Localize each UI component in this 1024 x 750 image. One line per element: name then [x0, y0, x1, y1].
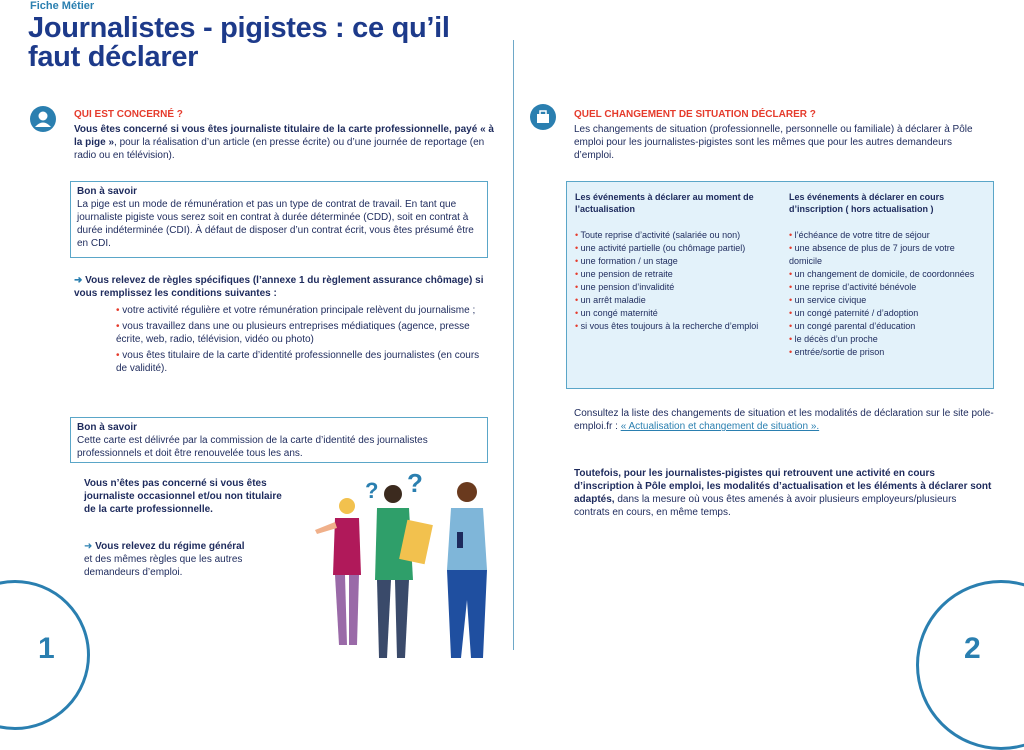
info-box-1-title: Bon à savoir — [77, 186, 138, 197]
list-item: • un congé paternité / d’adoption — [789, 308, 919, 318]
events-box — [566, 181, 994, 389]
list-item: • une reprise d’activité bénévole — [789, 282, 917, 292]
list-item: • un arrêt maladie — [575, 295, 646, 305]
list-item: • un service civique — [789, 295, 867, 305]
info-box-1-text: La pige est un mode de rémunération et pas un type de contrat de travail. En tant que journaliste pigiste vous serez soit en contrat à durée déterminée (CDD), soit en contrat à durée indéterminée (CDI). À défaut de disposer d’un contrat écrit, vous êtes présumé être en CDI. — [77, 199, 474, 249]
list-item: • vous êtes titulaire de la carte d’identité professionnelle des journalistes (en cours de validité). — [116, 350, 480, 374]
change-intro: Les changements de situation (professionnelle, personnelle ou familiale) à déclarer à Pôle emploi pour les journalistes-pigistes sont les mêmes que pour les autres demandeurs d’emploi. — [574, 124, 973, 161]
not-concerned-text: Vous n’êtes pas concerné si vous êtes journaliste occasionnel et/ou non titulaire de la carte professionnelle. — [84, 478, 282, 515]
who-heading: QUI EST CONCERNÉ ? — [74, 109, 183, 120]
list-item: • une absence de plus de 7 jours de votre domicile — [789, 243, 955, 266]
page-number-right: 2 — [964, 632, 981, 665]
who-bold: Vous êtes concerné si vous êtes journaliste titulaire de la carte professionnelle, payé « à la pige » — [74, 124, 494, 148]
list-item: • une activité partielle (ou chômage partiel) — [575, 243, 746, 253]
who-text — [74, 123, 494, 162]
page-number-left: 1 — [38, 632, 55, 665]
list-item: • si vous êtes toujours à la recherche d’emploi — [575, 321, 759, 331]
list-item: • l’échéance de votre titre de séjour — [789, 230, 930, 240]
list-item: • un congé parental d’éducation — [789, 321, 916, 331]
consult-text: Consultez la liste des changements de situation et les modalités de déclaration sur le site pole-emploi.fr : « Actualisation et changement de situation ». — [574, 408, 994, 432]
general-rest: et des mêmes règles que les autres demandeurs d’emploi. — [84, 554, 243, 578]
briefcase-icon — [530, 104, 556, 130]
change-heading: QUEL CHANGEMENT DE SITUATION DÉCLARER ? — [574, 109, 816, 120]
events-col2-list — [789, 229, 989, 359]
arrow-right-icon: ➜ — [74, 275, 83, 286]
arrow-right-icon: ➜ — [84, 541, 93, 552]
rules-list — [116, 304, 492, 375]
svg-text:?: ? — [365, 478, 379, 503]
events-col2-title: Les événements à déclarer en cours d’inscription ( hors actualisation ) — [789, 192, 945, 214]
rules-intro-text: Vous relevez de règles spécifiques (l’annexe 1 du règlement assurance chômage) si vous remplissez les conditions suivantes : — [74, 275, 484, 299]
list-item: • votre activité régulière et votre rémunération principale relèvent du journalisme ; — [116, 305, 476, 316]
however-rest: dans la mesure où vous êtes amenés à avoir plusieurs employeurs/plusieurs contrats en cours, en même temps. — [574, 494, 957, 518]
list-item: • un congé maternité — [575, 308, 658, 318]
list-item: • une pension de retraite — [575, 269, 673, 279]
events-col1-list — [575, 229, 780, 333]
column-divider — [513, 40, 514, 650]
list-item: • une pension d’invalidité — [575, 282, 675, 292]
events-col1-title: Les événements à déclarer au moment de l’actualisation — [575, 192, 754, 214]
svg-text:?: ? — [407, 470, 423, 498]
list-item: • Toute reprise d’activité (salariée ou non) — [575, 230, 741, 240]
list-item: • une formation / un stage — [575, 256, 678, 266]
list-item: • le décès d’un proche — [789, 334, 878, 344]
page-title: Journalistes - pigistes : ce qu’il faut déclarer — [28, 12, 450, 73]
list-item: • entrée/sortie de prison — [789, 347, 885, 357]
info-box-1 — [70, 181, 488, 258]
however-text — [574, 467, 994, 519]
list-item: • un changement de domicile, de coordonnées — [789, 269, 975, 279]
general-bold: Vous relevez du régime général — [95, 541, 245, 552]
person-icon — [30, 106, 56, 132]
who-rest: , pour la réalisation d’un article (en presse écrite) ou d’une journée de reportage (en radio ou en télévision). — [74, 137, 485, 161]
info-box-2-text: Cette carte est délivrée par la commission de la carte d’identité des journalistes professionnels et doit être renouvelée tous les ans. — [77, 435, 428, 459]
however-bold: Toutefois, pour les journalistes-pigistes qui retrouvent une activité en cours d’inscription à Pôle emploi, les modalités d’actualisation et les éléments à déclarer sont adaptés, — [574, 468, 992, 505]
actualisation-link[interactable]: « Actualisation et changement de situation ». — [620, 421, 820, 432]
info-box-2 — [70, 417, 488, 463]
people-illustration — [305, 470, 505, 670]
general-regime-text — [84, 540, 284, 579]
info-box-2-title: Bon à savoir — [77, 422, 138, 433]
list-item: • vous travaillez dans une ou plusieurs entreprises médiatiques (agence, presse écrite, web, radio, télévision, vidéo ou photo) — [116, 321, 470, 345]
rules-intro — [74, 274, 494, 300]
kicker-label: Fiche Métier — [30, 0, 95, 12]
